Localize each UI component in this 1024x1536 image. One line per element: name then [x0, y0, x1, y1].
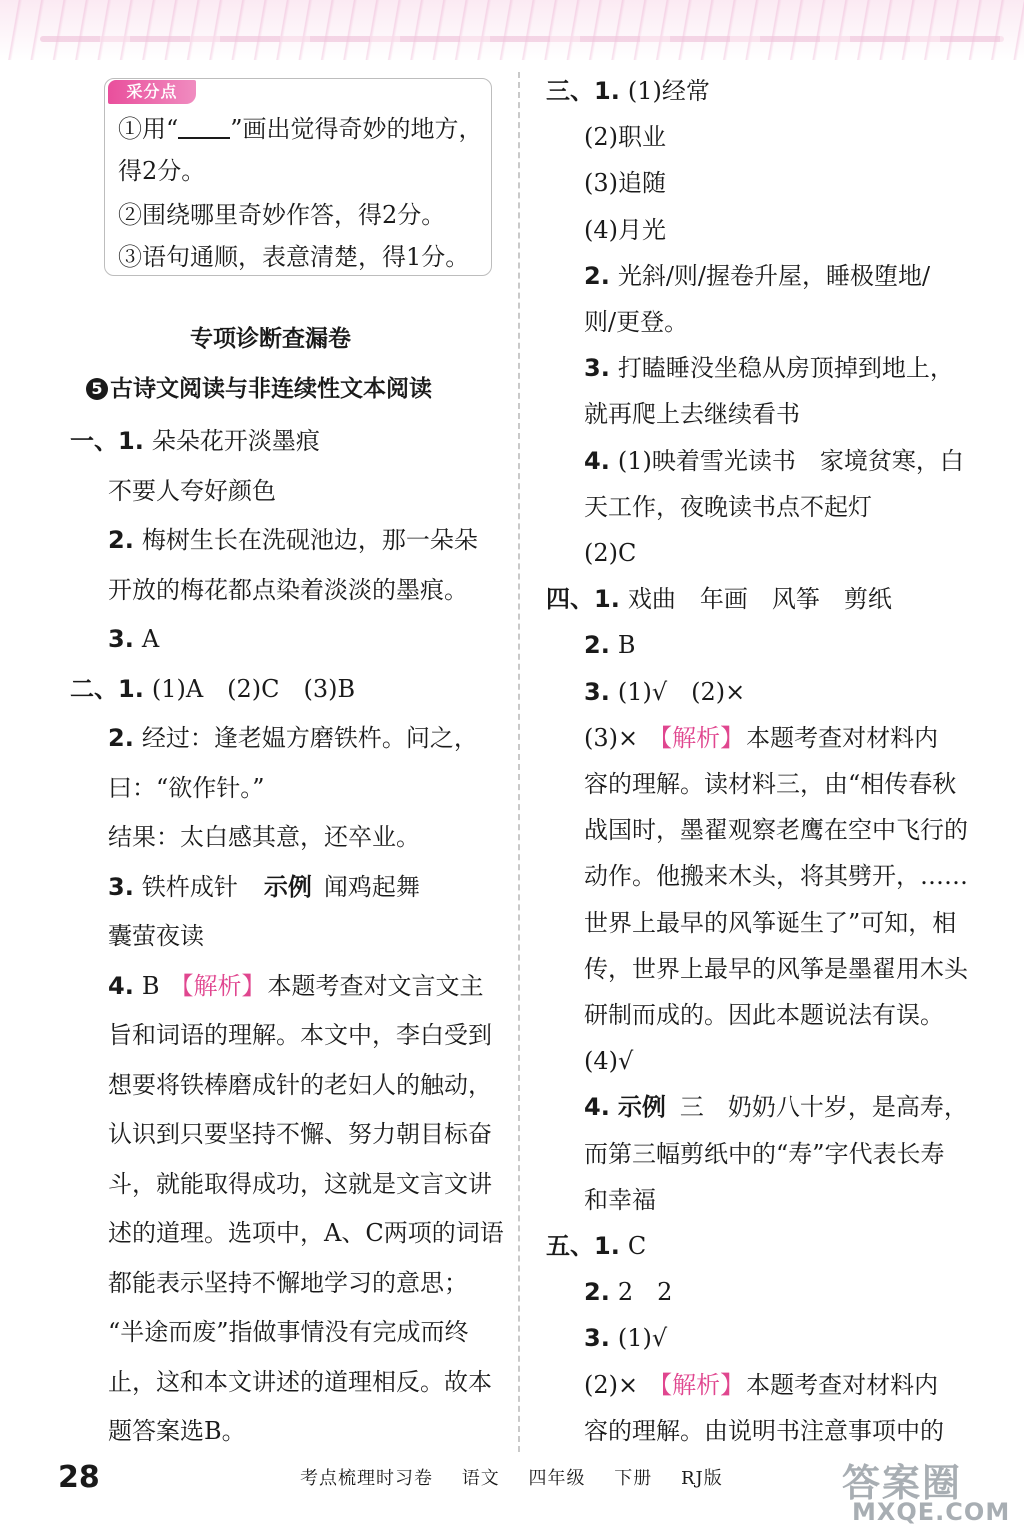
answer-line	[108, 624, 159, 654]
answer-text: 世界上最早的风筝诞生了”可知，相	[584, 908, 957, 937]
answer-text: B	[141, 971, 160, 1000]
footer-edition: RJ版	[680, 1468, 723, 1489]
answer-text: 战国时，墨翟观察老鹰在空中飞行的	[584, 816, 968, 845]
answer-line	[584, 215, 666, 245]
example-label: 示例	[617, 1093, 666, 1122]
answer-text: (1)映着雪光读书 家境贫寒，白	[617, 446, 964, 475]
answer-text: 斗，就能取得成功，这就是文言文讲	[108, 1169, 492, 1198]
answer-text: 曰：“欲作针。”	[108, 773, 265, 802]
answer-line	[584, 1092, 968, 1122]
answer-line	[584, 353, 954, 383]
answer-line	[546, 1231, 646, 1261]
answer-text: 光斜/则/握卷升屋，睡极堕地/	[617, 261, 931, 290]
section-subtitle: 5 古诗文阅读与非连续性文本阅读	[86, 374, 432, 404]
answer-text: 和幸福	[584, 1185, 656, 1214]
answer-text: (2)职业	[584, 123, 666, 152]
top-decorative-band	[0, 0, 1024, 60]
question-number: 五、1.	[546, 1232, 620, 1260]
question-number: 2.	[108, 526, 134, 554]
answer-line	[108, 1367, 492, 1397]
answer-line	[584, 122, 666, 152]
answer-line	[108, 476, 276, 506]
answer-text: (4)月光	[584, 215, 666, 244]
analysis-tag: 【解析】	[648, 723, 745, 752]
answer-text: 动作。他搬来木头，将其劈开，……	[584, 862, 968, 891]
question-number: 四、1.	[546, 585, 620, 614]
answer-text: 天工作，夜晚读书点不起灯	[584, 492, 872, 521]
answer-text: 铁杵成针	[141, 872, 238, 901]
answer-line	[584, 1370, 938, 1400]
answer-line	[584, 908, 956, 938]
answer-line	[546, 584, 892, 614]
answer-text: 朵朵花开淡墨痕	[151, 427, 320, 455]
answer-line	[584, 1277, 672, 1307]
answer-text: 戏曲 年画 风筝 剪纸	[627, 585, 892, 614]
answer-text: 不要人夸好颜色	[108, 476, 276, 505]
answer-line	[584, 1323, 667, 1353]
answer-text: 本题考查对材料内	[746, 723, 939, 752]
answer-line	[584, 815, 968, 845]
answer-line	[584, 307, 688, 337]
example-label: 示例	[263, 872, 312, 901]
analysis-tag: 【解析】	[169, 971, 266, 1000]
answer-text: (1)√	[617, 1324, 668, 1353]
answer-text: B	[617, 631, 636, 660]
answer-text: 传，世界上最早的风筝是墨翟用木头	[584, 954, 968, 983]
answer-blank	[178, 137, 230, 139]
page-number: 28	[58, 1460, 100, 1495]
footer-volume: 下册	[614, 1468, 653, 1489]
answer-line	[584, 261, 930, 291]
answer-text: 就再爬上去继续看书	[584, 400, 800, 429]
watermark-text: 答案圈	[842, 1461, 963, 1505]
answer-text: 容的理解。由说明书注意事项中的	[584, 1416, 944, 1445]
answer-line	[584, 1185, 656, 1215]
answer-text: 三 奶奶八十岁，是高寿，	[679, 1093, 968, 1122]
question-number: 三、1.	[546, 77, 620, 105]
answer-text: 结果：太白感其意，还卒业。	[108, 823, 420, 851]
question-number: 2.	[108, 724, 134, 752]
answer-text: 题答案选B。	[108, 1417, 246, 1445]
answer-text: “半途而废”指做事情没有完成而终	[108, 1318, 469, 1346]
answer-line	[108, 1317, 469, 1347]
answer-line	[584, 630, 635, 660]
question-number: 2.	[584, 631, 610, 660]
scoring-line-4: ③语句通顺，表意清楚，得1分。	[118, 243, 470, 271]
answer-text: 本题考查对材料内	[746, 1370, 939, 1399]
scoring-line-3: ②围绕哪里奇妙作答，得2分。	[118, 201, 446, 229]
answer-line	[584, 723, 938, 753]
column-divider	[518, 72, 520, 1452]
answer-text: (2)C	[584, 539, 637, 567]
answer-text: C	[627, 1232, 647, 1260]
answer-line	[584, 861, 968, 891]
question-number: 4.	[584, 446, 610, 475]
answer-line	[584, 769, 956, 799]
question-number: 3.	[584, 1324, 610, 1353]
answer-text: 则/更登。	[584, 308, 689, 336]
section-title: 专项诊断查漏卷	[190, 326, 351, 352]
answer-line	[584, 1000, 944, 1030]
answer-line	[108, 822, 420, 852]
answer-line	[108, 1268, 468, 1298]
answer-line	[584, 954, 968, 984]
answer-line	[108, 723, 478, 753]
answer-line	[108, 1169, 492, 1199]
answer-line	[584, 492, 872, 522]
scoring-line-2: 得2分。	[118, 157, 206, 185]
answer-text: (1)√ (2)×	[617, 677, 746, 706]
answer-line	[108, 1020, 492, 1050]
answer-line	[584, 1046, 633, 1076]
answer-text: 止，这和本文讲述的道理相反。故本	[108, 1367, 492, 1396]
answer-line	[108, 1416, 246, 1446]
footer-grade: 四年级	[528, 1468, 586, 1489]
answer-text: (3)×	[584, 723, 639, 752]
answer-line	[70, 674, 355, 704]
answer-text: (4)√	[584, 1047, 634, 1076]
answer-text: 都能表示坚持不懈地学习的意思；	[108, 1268, 468, 1297]
question-number: 二、1.	[70, 674, 144, 703]
question-number: 一、1.	[70, 427, 144, 455]
answer-line	[546, 76, 710, 106]
answer-line	[108, 773, 265, 803]
question-number: 4.	[584, 1093, 610, 1122]
answer-text: 想要将铁棒磨成针的老妇人的触动，	[108, 1070, 492, 1099]
question-number: 3.	[108, 872, 134, 901]
answer-text: (1)经常	[627, 77, 710, 105]
question-number: 3.	[108, 625, 134, 653]
answer-line	[108, 1218, 504, 1248]
scoring-line-1: ①用“ ”画出觉得奇妙的地方，	[118, 115, 483, 143]
answer-text: 2 2	[617, 1278, 673, 1307]
answer-text: 打瞌睡没坐稳从房顶掉到地上，	[617, 354, 954, 383]
answer-text: 闻鸡起舞	[323, 872, 420, 901]
answer-text: 而第三幅剪纸中的“寿”字代表长寿	[584, 1139, 945, 1168]
answer-text: 认识到只要坚持不懈、努力朝目标奋	[108, 1120, 492, 1148]
answer-text: (2)×	[584, 1370, 639, 1399]
watermark-url: MXQE.COM	[852, 1498, 1011, 1526]
answer-line	[108, 525, 478, 555]
answer-line	[584, 446, 964, 476]
question-number: 3.	[584, 354, 610, 383]
scoring-tag: 采分点	[108, 80, 196, 104]
answer-line	[584, 1416, 944, 1446]
answer-text: 经过：逢老媪方磨铁杵。问之，	[141, 724, 478, 752]
answer-text: 开放的梅花都点染着淡淡的墨痕。	[108, 575, 468, 604]
answer-line	[108, 575, 468, 605]
section-number-badge: 5	[86, 378, 108, 400]
footer-subject: 语文	[461, 1468, 500, 1489]
answer-text: 研制而成的。因此本题说法有误。	[584, 1001, 944, 1029]
answer-text: 述的道理。选项中，A、C两项的词语	[108, 1219, 504, 1247]
answer-text: 旨和词语的理解。本文中，李白受到	[108, 1021, 492, 1049]
answer-line	[108, 1070, 492, 1100]
question-number: 2.	[584, 1278, 610, 1307]
question-number: 4.	[108, 971, 134, 1000]
watermark-logo	[818, 1452, 1018, 1532]
answer-text: 囊萤夜读	[108, 922, 204, 950]
answer-line	[108, 1119, 492, 1149]
answer-text: 梅树生长在洗砚池边，那一朵朵	[141, 526, 478, 554]
answer-line	[584, 677, 745, 707]
answer-line	[108, 872, 420, 902]
answer-line	[584, 538, 636, 568]
answer-line	[584, 1139, 945, 1169]
question-number: 3.	[584, 677, 610, 706]
answer-line	[108, 921, 204, 951]
answer-line	[108, 971, 483, 1001]
answer-text: (3)追随	[584, 169, 666, 198]
answer-text: 容的理解。读材料三，由“相传春秋	[584, 770, 957, 798]
answer-line	[70, 426, 320, 456]
footer-book-title: 考点梳理时习卷	[300, 1468, 433, 1489]
footer-book-info	[300, 1466, 745, 1492]
answer-text: 本题考查对文言文主	[267, 971, 484, 1000]
answer-line	[584, 168, 666, 198]
answer-text: A	[141, 625, 160, 653]
answer-text: (1)A (2)C (3)B	[151, 674, 356, 703]
analysis-tag: 【解析】	[648, 1370, 745, 1399]
answer-line	[584, 399, 800, 429]
question-number: 2.	[584, 261, 610, 290]
